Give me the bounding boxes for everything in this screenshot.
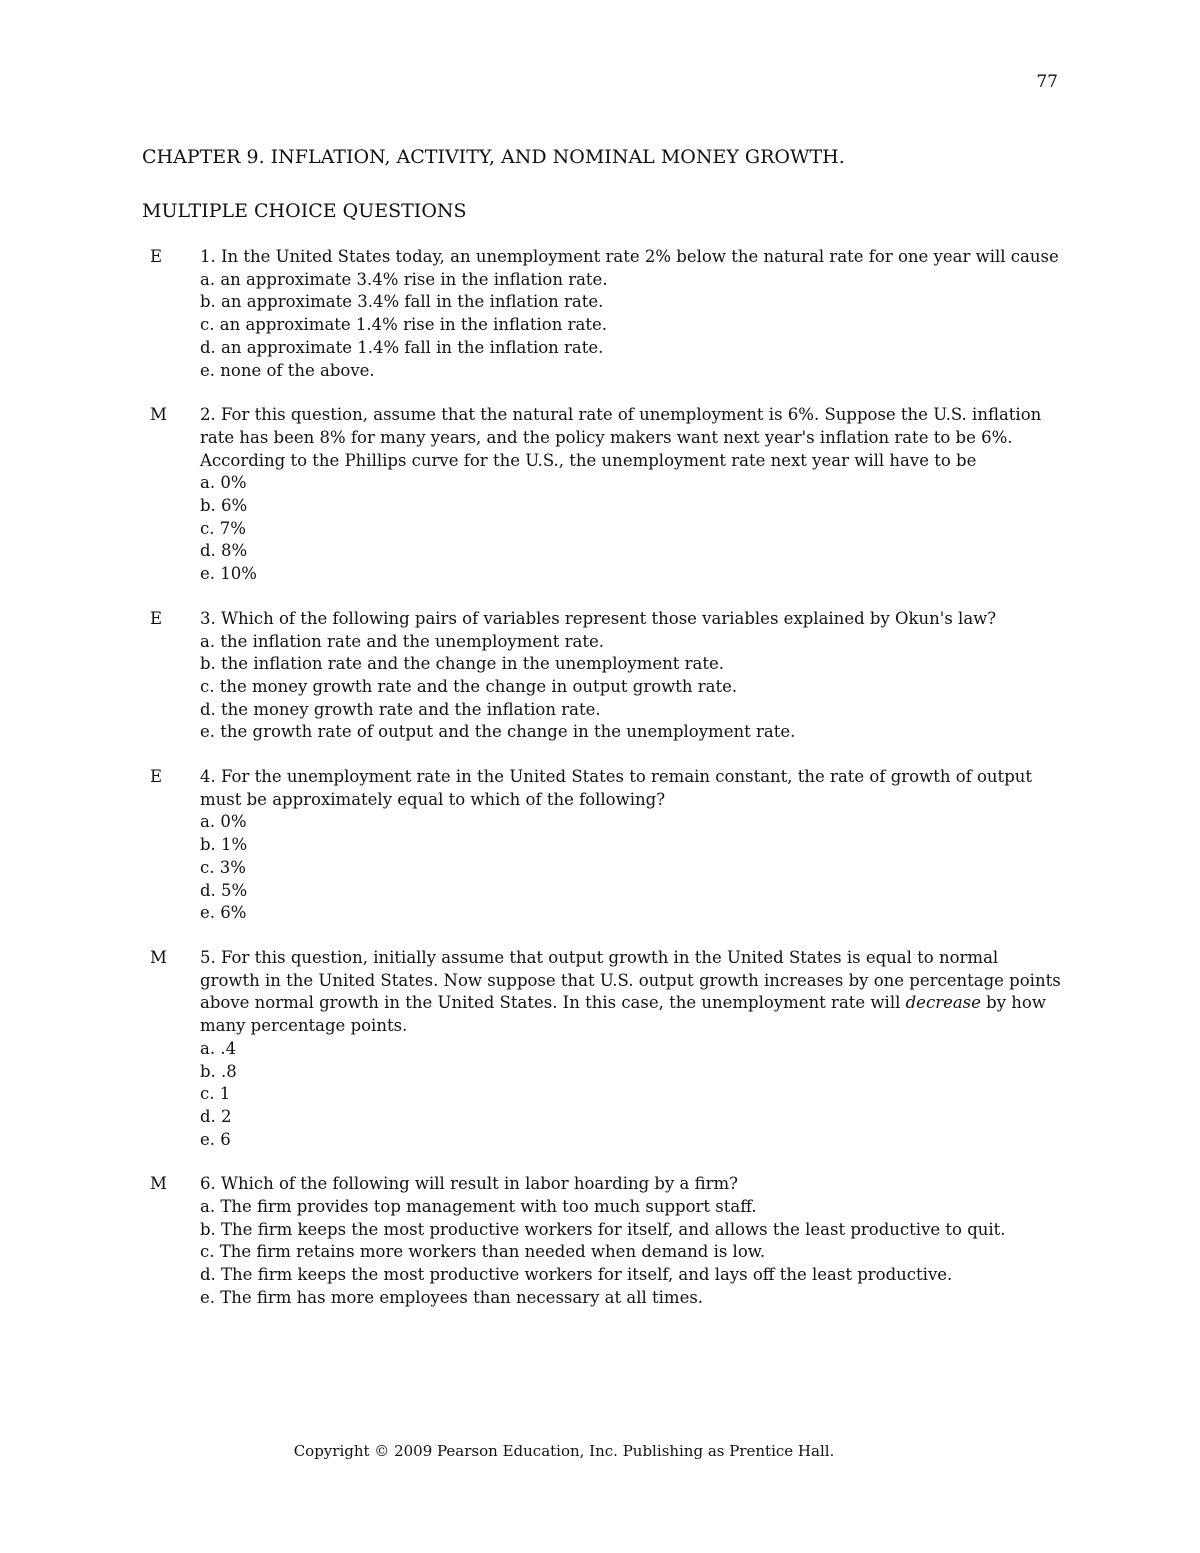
answer-option: e. 6 [200,1129,231,1149]
question-4 [142,766,1062,925]
answer-options [200,811,1062,925]
answer-option: e. The firm has more employees than necessary at all times. [200,1287,704,1307]
question-stem: 2. For this question, assume that the natural rate of unemployment is 6%. Suppose the U.S. inflation rate has been 8% for many years, and the policy makers want next year's inflation rate to be 6%. According to the Phillips curve for the U.S., the unemployment rate next year will have to be [200,405,1042,470]
question-6 [142,1173,1062,1309]
answer-option: a. 0% [200,473,247,493]
answer-option: d. the money growth rate and the inflation rate. [200,699,601,719]
question-list [142,246,1062,1332]
answer-option: d. 5% [200,880,248,900]
question-stem: 3. Which of the following pairs of variables represent those variables explained by Okun's law? [200,608,997,628]
answer-option: e. 6% [200,903,247,923]
question-stem-text: by how many percentage points. [200,993,1046,1036]
difficulty-label: E [150,767,163,787]
answer-option: a. an approximate 3.4% rise in the inflation rate. [200,269,608,289]
question-3 [142,608,1062,744]
answer-options [200,472,1062,586]
answer-options [200,631,1062,745]
answer-option: d. The firm keeps the most productive workers for itself, and lays off the least productive. [200,1265,953,1285]
answer-option: a. .4 [200,1038,237,1058]
answer-option: c. 7% [200,518,246,538]
question-stem: 6. Which of the following will result in labor hoarding by a firm? [200,1174,739,1194]
answer-option: c. The firm retains more workers than needed when demand is low. [200,1242,766,1262]
answer-option: e. the growth rate of output and the change in the unemployment rate. [200,722,796,742]
answer-option: c. an approximate 1.4% rise in the inflation rate. [200,315,607,335]
page-number: 77 [1036,72,1058,92]
answer-option: b. an approximate 3.4% fall in the inflation rate. [200,292,604,312]
answer-option: a. 0% [200,812,247,832]
answer-options [200,1038,1062,1152]
answer-option: b. .8 [200,1061,237,1081]
copyright-footer [0,1442,1128,1460]
answer-option: a. The firm provides top management with too much support staff. [200,1197,757,1217]
answer-option: d. an approximate 1.4% fall in the inflation rate. [200,337,604,357]
answer-option: b. the inflation rate and the change in the unemployment rate. [200,654,725,674]
difficulty-label: M [150,405,167,425]
answer-option: e. 10% [200,564,257,584]
question-5 [142,947,1062,1151]
chapter-title: CHAPTER 9. INFLATION, ACTIVITY, AND NOMINAL MONEY GROWTH. [142,146,845,168]
question-stem: 4. For the unemployment rate in the United States to remain constant, the rate of growth of output must be approximately equal to which of the following? [200,767,1033,809]
answer-option: e. none of the above. [200,360,375,380]
section-title: MULTIPLE CHOICE QUESTIONS [142,200,467,222]
answer-option: b. 6% [200,496,248,516]
difficulty-label: M [150,1174,167,1194]
difficulty-label: E [150,247,163,266]
answer-option: c. the money growth rate and the change in output growth rate. [200,676,738,696]
difficulty-label: E [150,608,163,628]
answer-options [200,269,1062,383]
question-stem: 1. In the United States today, an unemployment rate 2% below the natural rate for one year will cause [200,247,1059,266]
question-stem-text: 5. For this question, initially assume that output growth in the United States is equal to normal growth in the United States. Now suppose that U.S. output growth increases by one percentage points above normal growth in the United States. In this case, the unemployment rate will [200,947,1061,1013]
answer-option: b. The firm keeps the most productive workers for itself, and allows the least productive to quit. [200,1219,1006,1239]
answer-option: d. 8% [200,541,248,561]
emphasized-word: decrease [905,993,981,1013]
answer-option: b. 1% [200,835,248,855]
answer-option: d. 2 [200,1106,232,1126]
answer-option: c. 3% [200,857,246,877]
answer-option: a. the inflation rate and the unemployment rate. [200,631,604,651]
answer-options [200,1196,1062,1310]
answer-option: c. 1 [200,1084,231,1104]
copyright-text: Copyright © 2009 Pearson Education, Inc. Publishing as Prentice Hall. [293,1442,835,1460]
question-stem [200,947,1062,1038]
question-2 [142,404,1062,586]
difficulty-label: M [150,947,167,967]
question-1 [142,246,1062,382]
